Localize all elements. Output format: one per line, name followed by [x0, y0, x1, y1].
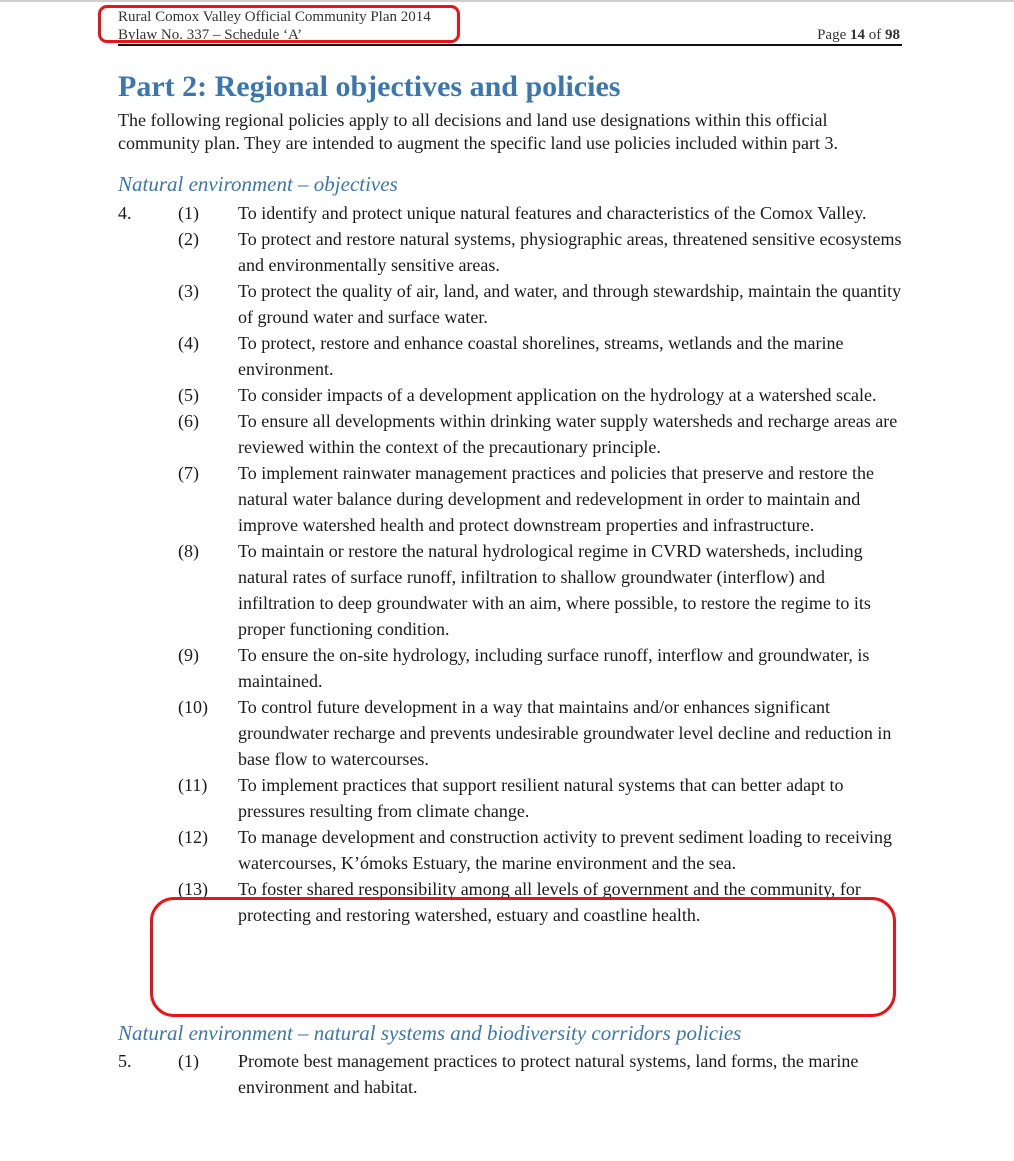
- item-text: To control future development in a way that maintains and/or enhances significant groundwater recharge and prevents undesirable groundwater level decline and reduction in base flow to watercourses.: [238, 697, 892, 769]
- highlight-box-items-12-13: [150, 897, 896, 1017]
- section-heading-objectives: Natural environment – objectives: [118, 172, 398, 196]
- page-total: 98: [885, 27, 900, 43]
- list-item: [0, 200, 1014, 226]
- page-of: of: [868, 27, 882, 43]
- item-text: To maintain or restore the natural hydrological regime in CVRD watersheds, including natural rates of surface runoff, infiltration to shallow groundwater (interflow) and infiltration to deep groundwater with an aim, where possible, to restore the regime to its proper functioning condition.: [238, 541, 871, 639]
- highlight-box-header: [98, 5, 460, 43]
- list-item: [0, 382, 1014, 408]
- header-doc-title: Rural Comox Valley Official Community Plan 2014: [118, 9, 431, 25]
- item-text: To ensure all developments within drinking water supply watersheds and recharge areas are reviewed within the context of the precautionary principle.: [238, 411, 898, 457]
- item-text: To consider impacts of a development application on the hydrology at a watershed scale.: [238, 385, 877, 405]
- item-label: (12): [178, 827, 208, 847]
- list-item: [0, 330, 1014, 382]
- list-item: [0, 694, 1014, 772]
- item-text: To implement rainwater management practices and policies that preserve and restore the natural water balance during development and redevelopment in order to maintain and improve watershed health and protect downstream properties and infrastructure.: [238, 463, 874, 535]
- item-label: (6): [178, 411, 199, 431]
- item-text: To protect, restore and enhance coastal shorelines, streams, wetlands and the marine environment.: [238, 333, 844, 379]
- list-item: [0, 460, 1014, 538]
- item-label: (13): [178, 879, 208, 899]
- item-label: (11): [178, 775, 208, 795]
- item-label: (2): [178, 229, 199, 249]
- item-label: (8): [178, 541, 199, 561]
- item-text: To implement practices that support resilient natural systems that can better adapt to pressures resulting from climate change.: [238, 775, 844, 821]
- page-current: 14: [850, 27, 865, 43]
- item-text: To manage development and construction activity to prevent sediment loading to receiving watercourses, K’ómoks Estuary, the marine environment and the sea.: [238, 827, 893, 873]
- list-item: [0, 226, 1014, 278]
- list-item: [0, 278, 1014, 330]
- section-5-list: [0, 1048, 1014, 1100]
- item-label: (1): [178, 1051, 199, 1071]
- header-bylaw: Bylaw No. 337 – Schedule ‘A’: [118, 27, 303, 43]
- list-item: [0, 824, 1014, 876]
- section-number: 5.: [118, 1051, 132, 1071]
- section-number: 4.: [118, 203, 132, 223]
- item-label: (5): [178, 385, 199, 405]
- page-number: [817, 26, 900, 44]
- item-label: (10): [178, 697, 208, 717]
- item-label: (3): [178, 281, 199, 301]
- item-text: To protect the quality of air, land, and water, and through stewardship, maintain the quantity of ground water and surface water.: [238, 281, 902, 327]
- intro-paragraph: The following regional policies apply to all decisions and land use designations within this official community plan. They are intended to augment the specific land use policies included within part 3.: [118, 110, 838, 153]
- item-text: To foster shared responsibility among all levels of government and the community, for protecting and restoring watershed, estuary and coastline health.: [238, 879, 861, 925]
- list-item: [0, 538, 1014, 642]
- item-text: Promote best management practices to protect natural systems, land forms, the marine environment and habitat.: [238, 1051, 859, 1097]
- item-label: (7): [178, 463, 199, 483]
- list-item: [0, 642, 1014, 694]
- page-top-border: [0, 0, 1014, 2]
- section-heading-biodiversity: Natural environment – natural systems and biodiversity corridors policies: [118, 1021, 742, 1045]
- list-item: [0, 1048, 1014, 1100]
- section-4-list: [0, 200, 1014, 928]
- item-label: (9): [178, 645, 199, 665]
- list-item: [0, 772, 1014, 824]
- item-text: To ensure the on-site hydrology, including surface runoff, interflow and groundwater, is maintained.: [238, 645, 870, 691]
- list-item: [0, 408, 1014, 460]
- item-text: To identify and protect unique natural features and characteristics of the Comox Valley.: [238, 203, 867, 223]
- item-label: (1): [178, 203, 199, 223]
- item-text: To protect and restore natural systems, physiographic areas, threatened sensitive ecosystems and environmentally sensitive areas.: [238, 229, 902, 275]
- page-label: Page: [817, 27, 847, 43]
- page-title: Part 2: Regional objectives and policies: [118, 70, 621, 103]
- item-label: (4): [178, 333, 199, 353]
